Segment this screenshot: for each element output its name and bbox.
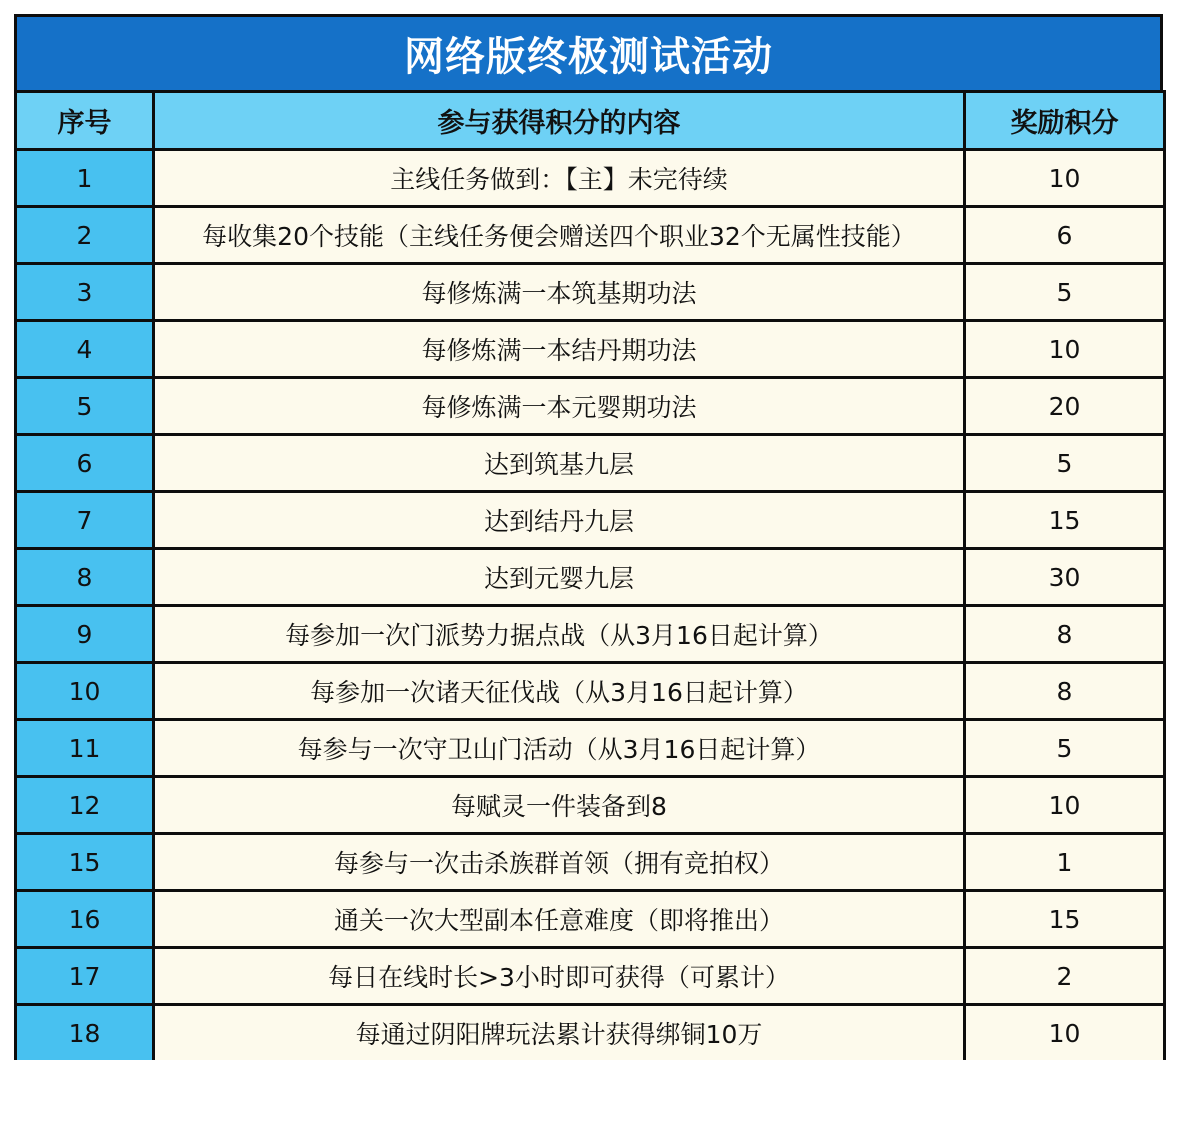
row-index-cell: 1 [16, 150, 154, 207]
row-points-cell: 8 [965, 606, 1165, 663]
row-content-cell: 通关一次大型副本任意难度（即将推出） [154, 891, 965, 948]
row-content-cell: 每参加一次诸天征伐战（从3月16日起计算） [154, 663, 965, 720]
activity-table-sheet [14, 14, 1163, 1060]
table-row [16, 1005, 1165, 1061]
row-index-cell: 15 [16, 834, 154, 891]
row-index-cell: 6 [16, 435, 154, 492]
row-content-cell: 每参加一次门派势力据点战（从3月16日起计算） [154, 606, 965, 663]
table-row [16, 606, 1165, 663]
row-index-cell: 2 [16, 207, 154, 264]
table-title: 网络版终极测试活动 [404, 34, 773, 80]
title-bar [14, 14, 1163, 90]
row-content-cell: 每修炼满一本元婴期功法 [154, 378, 965, 435]
row-index-cell: 8 [16, 549, 154, 606]
row-points-cell: 2 [965, 948, 1165, 1005]
row-index-cell: 5 [16, 378, 154, 435]
row-points-cell: 10 [965, 1005, 1165, 1061]
row-points-cell: 15 [965, 891, 1165, 948]
row-content-cell: 每赋灵一件装备到8 [154, 777, 965, 834]
row-index-cell: 9 [16, 606, 154, 663]
row-points-cell: 8 [965, 663, 1165, 720]
table-row [16, 891, 1165, 948]
row-index-cell: 12 [16, 777, 154, 834]
row-index-cell: 16 [16, 891, 154, 948]
row-points-cell: 30 [965, 549, 1165, 606]
table-row [16, 321, 1165, 378]
table-row [16, 948, 1165, 1005]
header-index: 序号 [16, 92, 154, 150]
row-index-cell: 4 [16, 321, 154, 378]
row-content-cell: 达到结丹九层 [154, 492, 965, 549]
table-row [16, 492, 1165, 549]
row-content-cell: 达到筑基九层 [154, 435, 965, 492]
header-row [16, 92, 1165, 150]
table-row [16, 663, 1165, 720]
row-points-cell: 10 [965, 777, 1165, 834]
table-row [16, 264, 1165, 321]
row-content-cell: 主线任务做到：【主】未完待续 [154, 150, 965, 207]
row-index-cell: 17 [16, 948, 154, 1005]
row-content-cell: 每日在线时长>3小时即可获得（可累计） [154, 948, 965, 1005]
row-index-cell: 10 [16, 663, 154, 720]
row-points-cell: 5 [965, 264, 1165, 321]
row-content-cell: 达到元婴九层 [154, 549, 965, 606]
row-content-cell: 每参与一次击杀族群首领（拥有竞拍权） [154, 834, 965, 891]
header-points: 奖励积分 [965, 92, 1165, 150]
table-row [16, 720, 1165, 777]
table-row [16, 150, 1165, 207]
table-row [16, 834, 1165, 891]
row-points-cell: 15 [965, 492, 1165, 549]
row-content-cell: 每修炼满一本结丹期功法 [154, 321, 965, 378]
table-row [16, 435, 1165, 492]
table-row [16, 378, 1165, 435]
points-table [14, 90, 1166, 1060]
row-index-cell: 3 [16, 264, 154, 321]
header-content: 参与获得积分的内容 [154, 92, 965, 150]
row-points-cell: 6 [965, 207, 1165, 264]
row-points-cell: 5 [965, 435, 1165, 492]
table-row [16, 777, 1165, 834]
row-points-cell: 5 [965, 720, 1165, 777]
row-points-cell: 1 [965, 834, 1165, 891]
table-row [16, 549, 1165, 606]
row-points-cell: 10 [965, 150, 1165, 207]
row-content-cell: 每修炼满一本筑基期功法 [154, 264, 965, 321]
row-points-cell: 20 [965, 378, 1165, 435]
row-index-cell: 11 [16, 720, 154, 777]
row-index-cell: 18 [16, 1005, 154, 1061]
row-index-cell: 7 [16, 492, 154, 549]
row-points-cell: 10 [965, 321, 1165, 378]
table-row [16, 207, 1165, 264]
row-content-cell: 每参与一次守卫山门活动（从3月16日起计算） [154, 720, 965, 777]
row-content-cell: 每收集20个技能（主线任务便会赠送四个职业32个无属性技能） [154, 207, 965, 264]
row-content-cell: 每通过阴阳牌玩法累计获得绑铜10万 [154, 1005, 965, 1061]
